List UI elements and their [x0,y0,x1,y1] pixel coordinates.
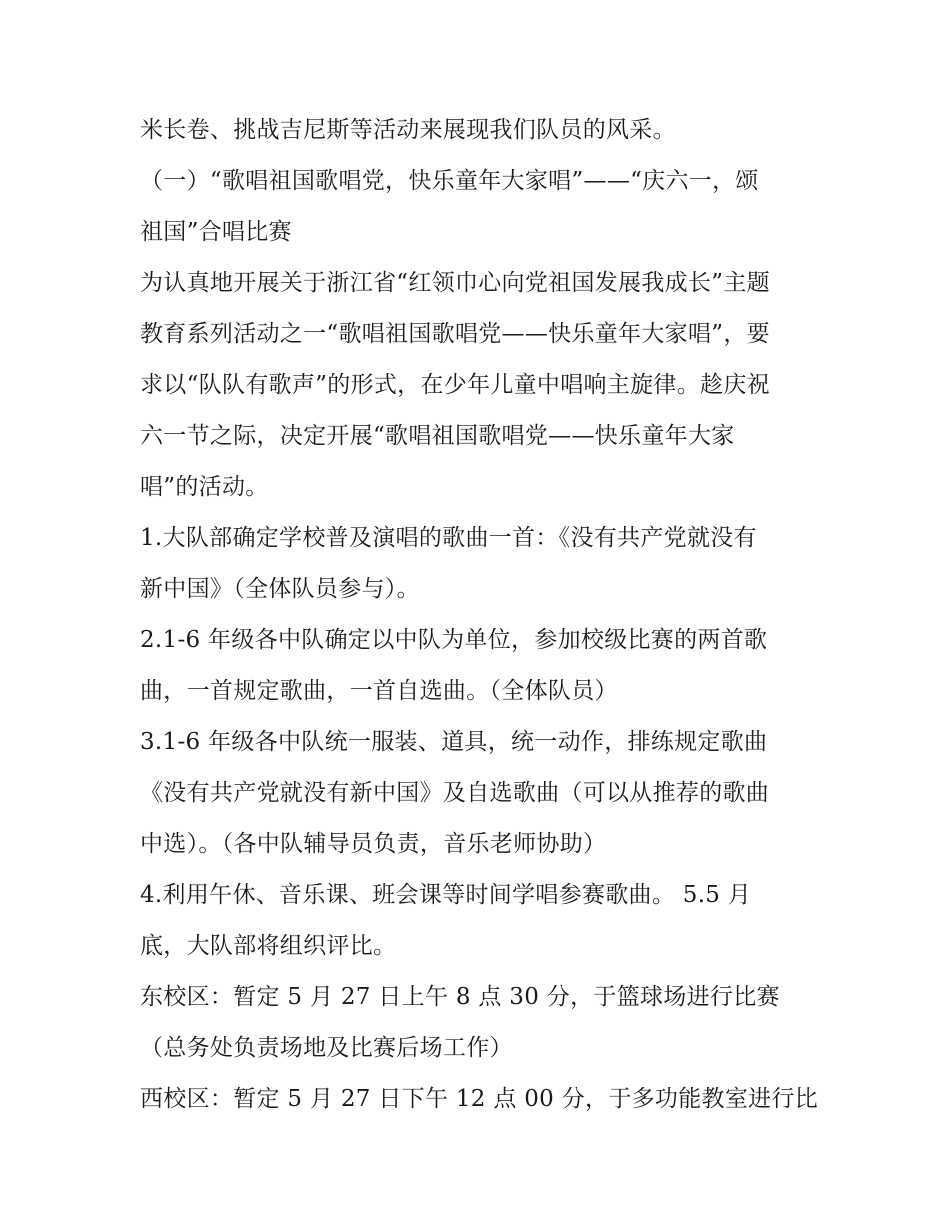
text-line: 为认真地开展关于浙江省“红领巾心向党祖国发展我成长”主题 [140,270,770,296]
west-campus-line: 西校区：暂定 5 月 27 日下午 12 点 00 分，于多功能教室进行比 [140,1086,819,1112]
list-item-3-cont: 《没有共产党就没有新中国》及自选歌曲（可以从推荐的歌曲 [140,780,770,806]
text-line: 求以“队队有歌声”的形式，在少年儿童中唱响主旋律。趁庆祝 [140,372,770,398]
section-heading: （一）“歌唱祖国歌唱党，快乐童年大家唱”——“庆六一，颂 [140,168,759,194]
text-line: 教育系列活动之一“歌唱祖国歌唱党——快乐童年大家唱”，要 [140,321,770,347]
list-item-5-cont: 底，大队部将组织评比。 [140,933,397,959]
document-body [140,105,830,1125]
east-campus-note: （总务处负责场地及比赛后场工作） [140,1035,513,1061]
list-item-3: 3.1-6 年级各中队统一服装、道具，统一动作，排练规定歌曲 [140,729,768,755]
list-item-1-cont: 新中国》（全体队员参与）。 [140,576,420,602]
list-item-2-cont: 曲，一首规定歌曲，一首自选曲。（全体队员） [140,678,618,704]
list-item-4: 4.利用午休、音乐课、班会课等时间学唱参赛歌曲。 5.5 月 [140,882,752,908]
section-heading: 祖国”合唱比赛 [140,219,292,245]
text-line: 米长卷、挑战吉尼斯等活动来展现我们队员的风采。 [140,117,676,143]
east-campus-line: 东校区：暂定 5 月 27 日上午 8 点 30 分，于篮球场进行比赛 [140,984,780,1010]
list-item-2: 2.1-6 年级各中队确定以中队为单位，参加校级比赛的两首歌 [140,627,768,653]
text-line: 唱”的活动。 [140,474,269,500]
text-line: 六一节之际，决定开展“歌唱祖国歌唱党——快乐童年大家 [140,423,735,449]
list-item-1: 1.大队部确定学校普及演唱的歌曲一首：《没有共产党就没有 [140,525,757,551]
list-item-3-cont: 中选）。（各中队辅导员负责，音乐老师协助） [140,831,607,857]
